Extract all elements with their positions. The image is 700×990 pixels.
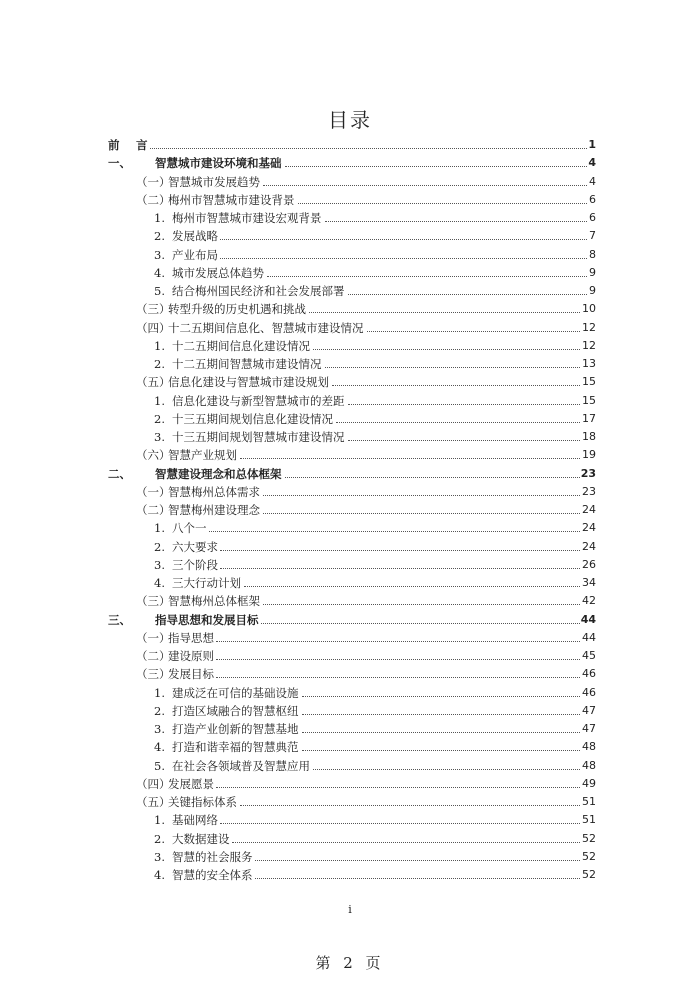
toc-entry-number: （三） <box>136 594 171 609</box>
toc-entry[interactable] <box>0 319 700 337</box>
toc-dot-leader <box>302 720 580 733</box>
toc-entry-number: （二） <box>136 192 171 207</box>
toc-entry-page: 4 <box>588 156 596 170</box>
toc-dot-leader <box>313 757 580 770</box>
toc-entry-page: 49 <box>582 776 596 790</box>
toc-entry-page: 1 <box>588 138 596 151</box>
toc-entry-number: （一） <box>136 174 171 189</box>
toc-dot-leader <box>261 611 580 624</box>
toc-entry[interactable] <box>0 282 700 300</box>
toc-dot-leader <box>325 209 587 222</box>
toc-entry-title: 智慧梅州总体需求 <box>168 484 260 499</box>
toc-dot-leader <box>263 173 587 186</box>
toc-entry[interactable] <box>0 264 700 282</box>
toc-entry-title: 信息化建设与新型智慧城市的差距 <box>172 393 345 408</box>
toc-entry-page: 51 <box>582 795 596 808</box>
toc-entry-number: 3. <box>154 557 165 572</box>
toc-entry-title: 基础网络 <box>172 813 218 828</box>
toc-dot-leader <box>302 684 580 697</box>
toc-entry[interactable] <box>0 483 700 501</box>
toc-entry-number: 3. <box>154 247 165 262</box>
toc-entry-number: 5. <box>154 758 165 773</box>
toc-dot-leader <box>285 154 587 167</box>
toc-entry-title: 智慧的社会服务 <box>172 849 253 864</box>
toc-entry-title: 言 <box>136 138 148 152</box>
toc-entry-number: 3. <box>154 849 165 864</box>
toc-dot-leader <box>216 647 580 660</box>
toc-entry-page: 9 <box>589 265 596 279</box>
toc-entry-number: （三） <box>136 302 171 317</box>
toc-dot-leader <box>216 665 580 678</box>
toc-dot-leader <box>209 519 580 532</box>
toc-dot-leader <box>348 392 580 405</box>
toc-entry-title: 六大要求 <box>172 539 218 554</box>
toc-entry[interactable] <box>0 209 700 227</box>
toc-dot-leader <box>336 410 580 423</box>
toc-entry-title: 智慧产业规划 <box>168 448 237 463</box>
toc-entry-number: 2. <box>154 539 165 554</box>
toc-entry-number: 4. <box>154 868 165 882</box>
toc-entry-number: （二） <box>136 649 171 663</box>
toc-entry-title: 指导思想和发展目标 <box>155 612 259 627</box>
toc-entry[interactable] <box>0 592 700 610</box>
toc-entry[interactable] <box>0 501 700 519</box>
toc-entry-page: 15 <box>582 393 596 407</box>
toc-entry-title: 建成泛在可信的基础设施 <box>172 685 299 700</box>
toc-entry-number: （四） <box>136 776 171 791</box>
toc-dot-leader <box>220 556 580 569</box>
toc-entry[interactable] <box>0 848 700 866</box>
toc-entry-page: 10 <box>582 302 596 316</box>
page-title: 目录 <box>328 108 372 132</box>
toc-entry-title: 十三五期间规划智慧城市建设情况 <box>172 430 345 444</box>
toc-entry-page: 52 <box>582 849 596 863</box>
toc-dot-leader <box>302 738 580 751</box>
toc-dot-leader <box>302 702 580 715</box>
toc-dot-leader <box>220 246 587 259</box>
toc-entry-page: 9 <box>589 284 596 297</box>
toc-entry-title: 梅州市智慧城市建设宏观背景 <box>172 211 322 225</box>
toc-entry-title: 建设原则 <box>168 649 214 663</box>
toc-dot-leader <box>313 337 580 350</box>
toc-entry-number: 4. <box>154 576 165 590</box>
toc-entry-number: 2. <box>154 703 165 718</box>
toc-entry[interactable] <box>0 611 700 629</box>
toc-entry-number: （三） <box>136 667 171 682</box>
toc-entry-number: （一） <box>136 630 171 645</box>
toc-dot-leader <box>240 446 580 459</box>
toc-entry[interactable] <box>0 136 700 154</box>
toc-entry-page: 23 <box>582 484 596 498</box>
toc-entry-title: 梅州市智慧城市建设背景 <box>168 192 295 207</box>
toc-entry-page: 18 <box>582 430 596 443</box>
toc-entry-title: 智慧建设理念和总体框架 <box>155 466 282 481</box>
toc-entry-title: 在社会各领域普及智慧应用 <box>172 758 310 773</box>
toc-entry-title: 八个一 <box>172 521 207 536</box>
toc-entry[interactable] <box>0 830 700 848</box>
toc-entry-number: （五） <box>136 375 171 390</box>
toc-entry-title: 三大行动计划 <box>172 576 241 590</box>
toc-entry[interactable] <box>0 373 700 391</box>
toc-entry[interactable] <box>0 811 700 829</box>
toc-dot-leader <box>150 136 587 149</box>
toc-entry-page: 17 <box>582 411 596 425</box>
toc-dot-leader <box>263 592 580 605</box>
toc-entry-title: 三个阶段 <box>172 557 218 572</box>
toc-entry[interactable] <box>0 446 700 464</box>
toc-entry-title: 信息化建设与智慧城市建设规划 <box>168 375 329 390</box>
toc-entry[interactable] <box>0 191 700 209</box>
toc-entry[interactable] <box>0 300 700 318</box>
toc-entry-number: （二） <box>136 503 171 517</box>
toc-entry[interactable] <box>0 574 700 592</box>
toc-entry-page: 45 <box>582 649 596 662</box>
toc-entry-page: 48 <box>582 758 596 772</box>
toc-dot-leader <box>240 793 580 806</box>
toc-entry[interactable] <box>0 665 700 683</box>
toc-entry-number: 1. <box>154 393 165 408</box>
toc-entry-page: 15 <box>582 375 596 389</box>
toc-entry-title: 关键指标体系 <box>168 795 237 809</box>
toc-entry-number: （一） <box>136 484 171 499</box>
toc-dot-leader <box>220 538 580 551</box>
toc-entry-number: 1. <box>154 521 165 536</box>
toc-entry-title: 智慧梅州建设理念 <box>168 503 260 517</box>
toc-entry-title: 转型升级的历史机遇和挑战 <box>168 302 306 317</box>
toc-entry-title: 智慧梅州总体框架 <box>168 594 260 609</box>
toc-entry-page: 52 <box>582 868 596 881</box>
toc-dot-leader <box>309 300 580 313</box>
page-footer: 第 2 页 <box>315 954 385 972</box>
toc-entry-page: 34 <box>582 576 596 589</box>
toc-entry-page: 42 <box>582 594 596 608</box>
toc-entry[interactable] <box>0 410 700 428</box>
toc-entry-page: 4 <box>589 174 596 188</box>
toc-dot-leader <box>263 483 580 496</box>
toc-entry-page: 13 <box>582 357 596 370</box>
toc-entry-number: 3. <box>154 430 165 444</box>
toc-entry-title: 发展战略 <box>172 229 218 244</box>
toc-entry-number: （五） <box>136 795 171 809</box>
toc-entry-title: 智慧城市建设环境和基础 <box>155 156 282 171</box>
toc-entry-page: 51 <box>582 813 596 827</box>
toc-entry[interactable] <box>0 538 700 556</box>
toc-entry[interactable] <box>0 154 700 172</box>
toc-entry[interactable] <box>0 173 700 191</box>
toc-dot-leader <box>348 428 580 441</box>
toc-entry[interactable] <box>0 702 700 720</box>
toc-entry-page: 6 <box>589 211 596 224</box>
toc-entry[interactable] <box>0 392 700 410</box>
toc-dot-leader <box>216 775 580 788</box>
toc-entry-number: 4. <box>154 740 165 755</box>
toc-entry[interactable] <box>0 738 700 756</box>
toc-entry-page: 23 <box>580 466 596 480</box>
toc-entry[interactable] <box>0 647 700 665</box>
toc-entry-page: 26 <box>582 557 596 571</box>
toc-dot-leader <box>348 282 587 295</box>
toc-entry-page: 47 <box>582 703 596 717</box>
toc-entry-number: 二、 <box>108 466 131 481</box>
toc-entry[interactable] <box>0 465 700 483</box>
toc-entry-number: 1. <box>154 338 165 353</box>
toc-entry-number: 1. <box>154 813 165 828</box>
toc-entry-title: 打造和谐幸福的智慧典范 <box>172 740 299 755</box>
toc-entry[interactable] <box>0 428 700 446</box>
toc-dot-leader <box>220 227 587 240</box>
toc-entry-title: 打造区域融合的智慧枢纽 <box>172 703 299 718</box>
toc-dot-leader <box>216 629 580 642</box>
toc-entry-number: 1. <box>154 685 165 700</box>
toc-entry[interactable] <box>0 519 700 537</box>
toc-entry-title: 发展目标 <box>168 667 214 682</box>
toc-entry[interactable] <box>0 866 700 884</box>
toc-entry[interactable] <box>0 355 700 373</box>
toc-entry[interactable] <box>0 684 700 702</box>
toc-entry-page: 24 <box>582 521 596 535</box>
toc-entry-page: 24 <box>582 503 596 516</box>
toc-entry-page: 48 <box>582 740 596 754</box>
toc-dot-leader <box>255 848 580 861</box>
toc-entry-title: 十二五期间信息化建设情况 <box>172 338 310 353</box>
toc-entry-number: 5. <box>154 284 165 298</box>
toc-entry-title: 打造产业创新的智慧基地 <box>172 722 299 736</box>
toc-entry-page: 12 <box>582 320 596 334</box>
toc-entry-page: 47 <box>582 722 596 735</box>
toc-entry-number: 1. <box>154 211 165 225</box>
toc-dot-leader <box>232 830 580 843</box>
toc-entry[interactable] <box>0 757 700 775</box>
toc-entry-page: 24 <box>582 539 596 553</box>
toc-entry[interactable] <box>0 793 700 811</box>
toc-entry-title: 十二五期间智慧城市建设情况 <box>172 357 322 371</box>
toc-entry-title: 发展愿景 <box>168 776 214 791</box>
toc-dot-leader <box>332 373 580 386</box>
toc-entry-page: 19 <box>582 448 596 462</box>
toc-entry-number: 一、 <box>108 156 131 171</box>
toc-entry-title: 结合梅州国民经济和社会发展部署 <box>172 284 345 298</box>
toc-dot-leader <box>244 574 580 587</box>
toc-entry-page: 52 <box>582 831 596 845</box>
toc-dot-leader <box>325 355 580 368</box>
toc-entry-page: 46 <box>582 667 596 681</box>
toc-entry-number: 3. <box>154 722 165 736</box>
toc-entry[interactable] <box>0 720 700 738</box>
toc-entry-title: 城市发展总体趋势 <box>172 265 264 280</box>
roman-page-number: i <box>348 903 352 916</box>
toc-dot-leader <box>367 319 580 332</box>
toc-entry-page: 7 <box>589 229 596 243</box>
toc-entry-number: 三、 <box>108 612 131 627</box>
toc-dot-leader <box>220 811 580 824</box>
toc-entry-title: 产业布局 <box>172 247 218 262</box>
toc-entry-page: 8 <box>589 247 596 261</box>
toc-dot-leader <box>267 264 587 277</box>
toc-dot-leader <box>263 501 580 514</box>
toc-entry-number: （四） <box>136 320 171 335</box>
toc-dot-leader <box>285 465 580 478</box>
toc-entry-number: （六） <box>136 448 171 463</box>
toc-entry[interactable] <box>0 337 700 355</box>
toc-entry-title: 大数据建设 <box>172 831 230 846</box>
toc-entry-number: 前 <box>108 138 120 152</box>
toc-entry-number: 2. <box>154 229 165 244</box>
toc-entry[interactable] <box>0 246 700 264</box>
toc-entry[interactable] <box>0 227 700 245</box>
toc-entry-title: 十三五期间规划信息化建设情况 <box>172 411 333 426</box>
toc-dot-leader <box>255 866 580 879</box>
toc-entry-page: 6 <box>589 192 596 206</box>
toc-entry-number: 2. <box>154 357 165 371</box>
toc-entry-page: 44 <box>580 612 596 626</box>
toc-entry-title: 指导思想 <box>168 630 214 645</box>
toc-entry-page: 12 <box>582 338 596 352</box>
toc-entry-page: 46 <box>582 685 596 699</box>
toc-entry[interactable] <box>0 556 700 574</box>
toc-entry-number: 2. <box>154 831 165 846</box>
toc-entry[interactable] <box>0 775 700 793</box>
toc-entry-title: 智慧的安全体系 <box>172 868 253 882</box>
toc-entry-title: 智慧城市发展趋势 <box>168 174 260 189</box>
toc-entry-number: 2. <box>154 411 165 426</box>
toc-entry-page: 44 <box>582 630 596 644</box>
toc-entry-title: 十二五期间信息化、智慧城市建设情况 <box>168 320 364 335</box>
toc-entry[interactable] <box>0 629 700 647</box>
toc-dot-leader <box>298 191 587 204</box>
toc-entry-number: 4. <box>154 265 165 280</box>
